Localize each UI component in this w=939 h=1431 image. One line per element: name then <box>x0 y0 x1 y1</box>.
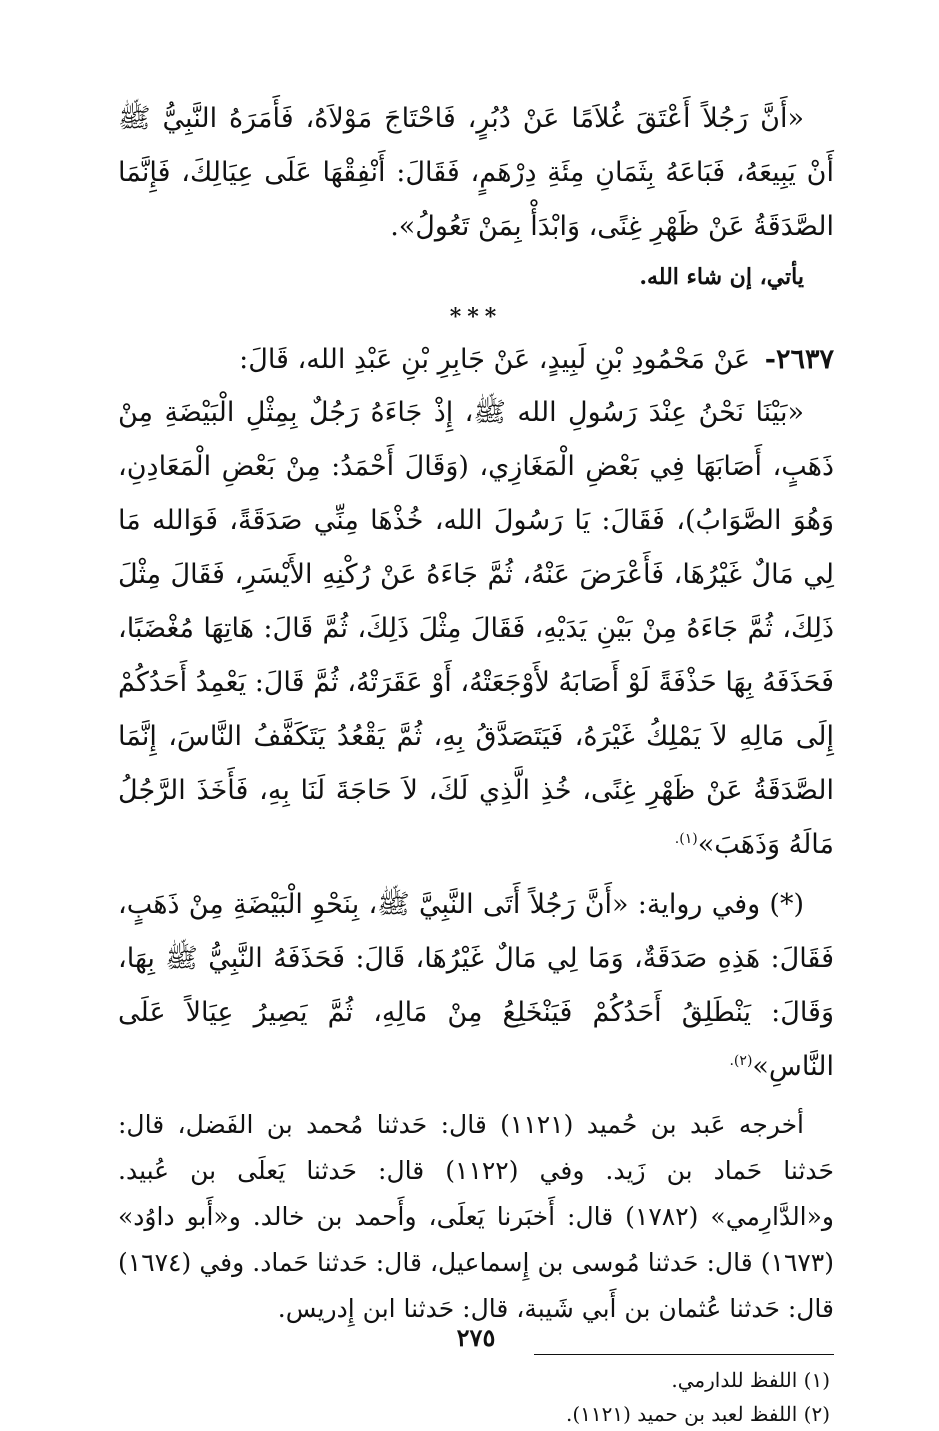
alternate-narration <box>118 878 834 1094</box>
hadith-number: ٢٦٣٧- <box>764 344 834 375</box>
footnote-ref-2: (٢). <box>729 1053 753 1069</box>
footnote-separator <box>534 1354 834 1355</box>
hadith-isnad: عَنْ مَحْمُودِ بْنِ لَبِيدٍ، عَنْ جَابِرِ بْنِ عَبْدِ الله، قَالَ: <box>239 344 751 375</box>
footnote-2: (٢) اللفظ لعبد بن حميد (١١٢١). <box>566 1402 830 1426</box>
section-separator-stars: *** <box>449 304 503 330</box>
footnote-ref-1: (١). <box>674 831 698 847</box>
alternate-narration-text: (*) وفي رواية: «أَنَّ رَجُلاً أَتَى النَّبِيَّ ﷺ، بِنَحْوِ الْبَيْضَةِ مِنْ ذَهَبٍ، فَقَالَ: هَذِهِ صَدَقَةٌ، وَمَا لِي مَالٌ غَيْرُهَا، قَالَ: فَحَذَفَهُ النَّبِيُّ ﷺ بِهَا، وَقَالَ: يَنْطَلِقُ أَحَدُكُمْ فَيَنْخَلِعُ مِنْ مَالِهِ، ثُمَّ يَصِيرُ عِيَالاً عَلَى النَّاسِ» <box>118 889 834 1082</box>
hadith-matn <box>118 386 834 872</box>
hadith-matn-text: «بَيْنَا نَحْنُ عِنْدَ رَسُولِ الله ﷺ، إِذْ جَاءَهُ رَجُلٌ بِمِثْلِ الْبَيْضَةِ مِنْ ذَهَبٍ، أَصَابَهَا فِي بَعْضِ الْمَغَازِي، (وَقَالَ أَحْمَدُ: مِنْ بَعْضِ الْمَعَادِنِ، وَهُوَ الصَّوَابُ)، فَقَالَ: يَا رَسُولَ الله، خُذْهَا مِنِّي صَدَقَةً، فَوَالله مَا لِي مَالٌ غَيْرُهَا، فَأَعْرَضَ عَنْهُ، ثُمَّ جَاءَهُ عَنْ رُكْنِهِ الأَيْسَرِ، فَقَالَ مِثْلَ ذَلِكَ، ثُمَّ جَاءَهُ مِنْ بَيْنِ يَدَيْهِ، فَقَالَ مِثْلَ ذَلِكَ، ثُمَّ قَالَ: هَاتِهَا مُغْضَبًا، فَحَذَفَهُ بِهَا حَذْفَةً لَوْ أَصَابَهُ لأَوْجَعَتْهُ، أَوْ عَقَرَتْهُ، ثُمَّ قَالَ: يَعْمِدُ أَحَدُكُمْ إِلَى مَالِهِ لاَ يَمْلِكُ غَيْرَهُ، فَيَتَصَدَّقُ بِهِ، ثُمَّ يَقْعُدُ يَتَكَفَّفُ النَّاسَ، إِنَّمَا الصَّدَقَةُ عَنْ ظَهْرِ غِنًى، خُذِ الَّذِي لَكَ، لاَ حَاجَةَ لَنَا بِهِ، فَأَخَذَ الرَّجُلُ مَالَهُ وَذَهَبَ» <box>118 397 834 860</box>
hadith-heading <box>118 334 834 386</box>
book-page <box>118 92 834 1426</box>
page-number: ٢٧٥ <box>456 1323 496 1352</box>
cross-reference-note: يأتي، إن شاء الله. <box>639 264 804 290</box>
hadith-quote-text: «أَنَّ رَجُلاً أَعْتَقَ غُلاَمًا عَنْ دُبُرٍ، فَاحْتَاجَ مَوْلاَهُ، فَأَمَرَهُ النَّبِيُّ ﷺ أَنْ يَبِيعَهُ، فَبَاعَهُ بِثَمَانِ مِئَةِ دِرْهَمٍ، فَقَالَ: أَنْفِقْهَا عَلَى عِيَالِكَ، فَإِنَّمَا الصَّدَقَةُ عَنْ ظَهْرِ غِنًى، وَابْدَأْ بِمَنْ تَعُولُ». <box>118 103 834 242</box>
footnote-1: (١) اللفظ للدارمي. <box>671 1368 830 1392</box>
takhrij-paragraph: أخرجه عَبد بن حُميد (١١٢١) قال: حَدثنا مُحمد بن الفَضل، قال: حَدثنا حَماد بن زَيد. وفي (١١٢٢) قال: حَدثنا يَعلَى بن عُبيد. و«الدَّارِمي» (١٧٨٢) قال: أَخبَرنا يَعلَى، وأَحمد بن خالد. و«أَبو داوُد» (١٦٧٣) قال: حَدثنا مُوسى بن إِسماعيل، قال: حَدثنا حَماد. وفي (١٦٧٤) قال: حَدثنا عُثمان بن أَبي شَيبة، قال: حَدثنا ابن إِدريس. <box>118 1110 834 1323</box>
